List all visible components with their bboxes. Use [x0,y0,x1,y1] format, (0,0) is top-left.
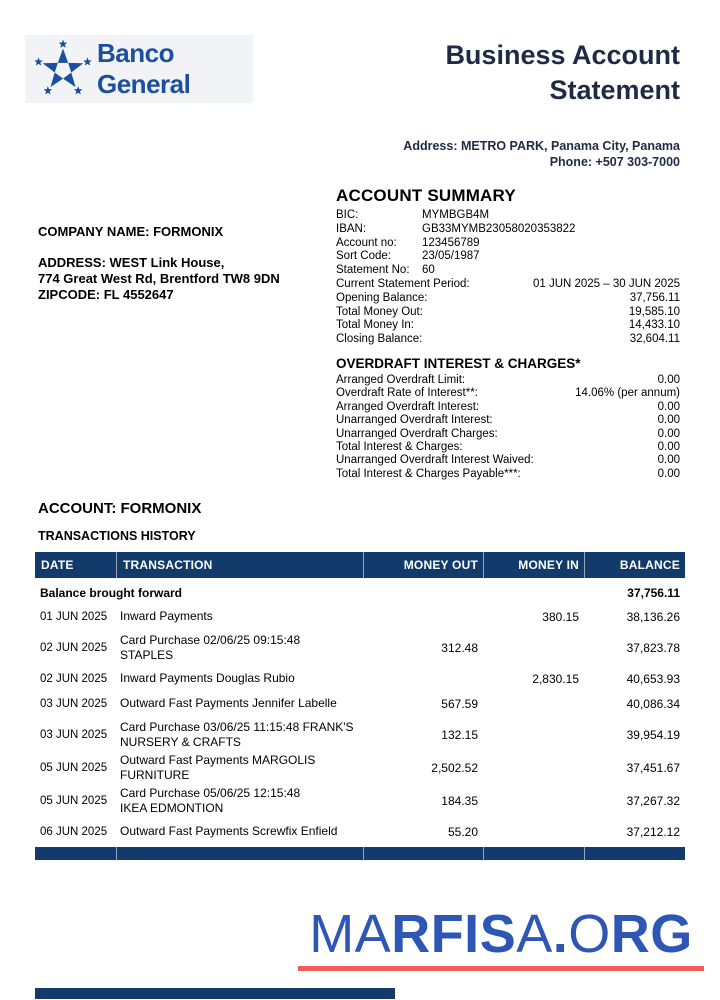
transaction-balance: 37,212.12 [626,824,680,839]
summary-field-value: MYMBGB4M [422,209,490,221]
overdraft-field-row [336,468,680,481]
overdraft-field-label: Total Interest & Charges: [336,440,463,453]
marfisa-logo-underline-icon [298,966,704,971]
summary-field-row [336,292,680,306]
transaction-date: 02 JUN 2025 [40,672,108,685]
footer-cell-money-out [363,847,483,860]
account-summary-fields [336,209,680,347]
transaction-row [35,819,685,844]
overdraft-field-row [336,387,680,400]
summary-field-value: 32,604.11 [629,333,680,346]
marfisa-logo-text [298,906,704,962]
column-header-date: DATE [41,558,74,572]
transaction-row [35,716,685,753]
transactions-table-header [35,552,685,578]
summary-field-row [336,264,680,278]
overdraft-field-value: 0.00 [657,440,680,453]
balance-brought-forward-row [35,582,685,604]
balance-brought-forward-value: 37,756.11 [627,586,680,600]
transaction-description: Card Purchase 03/06/25 11:15:48 FRANK'S NURSERY & CRAFTS [120,720,354,749]
transaction-row [35,629,685,666]
overdraft-field-value: 0.00 [657,454,680,467]
transaction-date: 03 JUN 2025 [40,728,108,741]
summary-field-value: 14,433.10 [628,319,680,332]
company-name: COMPANY NAME: FORMONIX [38,224,224,239]
transaction-date: 01 JUN 2025 [40,610,108,623]
column-header-transaction: TRANSACTION [116,552,363,578]
document-title: Business Account Statement [445,40,680,105]
transaction-date: 03 JUN 2025 [40,697,108,710]
overdraft-field-row [336,441,680,454]
overdraft-field-row [336,428,680,441]
transaction-row [35,666,685,691]
overdraft-field-label: Unarranged Overdraft Charges: [336,427,498,440]
transaction-date: 06 JUN 2025 [40,825,108,838]
summary-field-label: Closing Balance: [336,333,423,346]
summary-field-row [336,223,680,237]
bank-address: Address: METRO PARK, Panama City, Panama [403,139,680,153]
bank-logo [25,35,253,103]
transaction-money-out: 55.20 [447,824,478,839]
summary-field-value: 01 JUN 2025 – 30 JUN 2025 [532,277,680,290]
company-zipcode: ZIPCODE: FL 4552647 [38,287,174,302]
footer-cell-transaction [116,847,363,860]
transaction-balance: 40,653.93 [626,671,680,686]
overdraft-field-label: Unarranged Overdraft Interest: [336,414,493,427]
bank-name: Banco General [97,38,191,99]
overdraft-fields [336,374,680,481]
summary-field-row [336,237,680,251]
overdraft-field-row [336,454,680,467]
overdraft-field-value: 0.00 [657,374,680,386]
transaction-description: Outward Fast Payments MARGOLIS FURNITURE [120,753,316,782]
footer-cell-date [35,847,116,860]
account-summary-section [336,186,680,347]
summary-field-row [336,319,680,333]
transaction-row [35,753,685,782]
summary-field-label: Opening Balance: [336,291,428,304]
transaction-money-in: 2,830.15 [532,671,579,686]
overdraft-field-label: Unarranged Overdraft Interest Waived: [336,454,534,467]
overdraft-field-label: Arranged Overdraft Interest: [336,400,480,413]
summary-field-label: Sort Code: [336,250,391,263]
transaction-description: Inward Payments Douglas Rubio [120,671,295,686]
summary-field-row [336,278,680,292]
overdraft-title: OVERDRAFT INTEREST & CHARGES* [336,356,581,371]
transaction-row [35,604,685,629]
bottom-accent-bar [35,988,395,999]
summary-field-label: Current Statement Period: [336,277,470,290]
summary-field-value: 60 [422,264,435,277]
transaction-money-out: 184.35 [441,793,478,808]
transactions-history-heading: TRANSACTIONS HISTORY [38,529,196,543]
transaction-date: 05 JUN 2025 [40,761,108,774]
transaction-balance: 38,136.26 [626,609,680,624]
marfisa-logo-segment: . [552,904,569,964]
transaction-money-out: 567.59 [441,696,478,711]
transaction-balance: 37,823.78 [626,640,680,655]
bank-phone: Phone: +507 303-7000 [549,155,680,169]
transaction-row [35,691,685,716]
transaction-description: Inward Payments [120,609,213,624]
overdraft-field-value: 0.00 [657,427,680,440]
summary-field-row [336,333,680,347]
account-heading: ACCOUNT: FORMONIX [38,500,202,517]
bank-contact-block [380,138,680,170]
transactions-table-footer-bar [35,847,685,860]
marfisa-logo-segment: O [568,904,611,964]
transaction-date: 05 JUN 2025 [40,794,108,807]
overdraft-field-row [336,414,680,427]
transaction-money-out: 2,502.52 [431,760,478,775]
overdraft-field-row [336,401,680,414]
overdraft-field-label: Overdraft Rate of Interest**: [336,387,478,400]
footer-cell-balance [584,847,685,860]
summary-field-label: IBAN: [336,222,367,235]
transaction-description: Outward Fast Payments Screwfix Enfield [120,824,338,839]
overdraft-section [336,356,680,481]
marfisa-logo-segment: MA [309,904,392,964]
summary-field-label: Statement No: [336,264,410,277]
column-header-money-out: MONEY OUT [363,552,483,578]
summary-field-label: Total Money In: [336,319,414,332]
overdraft-field-row [336,374,680,387]
transaction-money-in: 380.15 [542,609,579,624]
marfisa-logo-segment: RG [610,904,693,964]
transaction-money-out: 132.15 [441,727,478,742]
transaction-date: 02 JUN 2025 [40,641,108,654]
transactions-rows [35,604,685,844]
overdraft-field-value: 14.06% (per annum) [575,387,680,400]
company-address-line1: ADDRESS: WEST Link House, [38,255,225,270]
marfisa-logo-segment: A [516,904,553,964]
account-summary-title: ACCOUNT SUMMARY [336,186,516,205]
marfisa-logo [298,906,704,971]
company-address-line2: 774 Great West Rd, Brentford TW8 9DN [38,271,280,286]
summary-field-value: 37,756.11 [629,291,680,304]
summary-field-row [336,209,680,223]
summary-field-value: 23/05/1987 [422,250,480,263]
overdraft-field-value: 0.00 [657,414,680,427]
summary-field-label: Account no: [336,236,397,249]
transaction-money-out: 312.48 [441,640,478,655]
summary-field-row [336,306,680,320]
column-header-balance: BALANCE [584,552,685,578]
summary-field-label: Total Money Out: [336,305,423,318]
overdraft-field-label: Total Interest & Charges Payable***: [336,467,521,480]
transactions-table [35,552,685,860]
summary-field-value: GB33MYMB23058020353822 [422,222,576,235]
marfisa-logo-segment: RFIS [391,904,517,964]
overdraft-field-label: Arranged Overdraft Limit: [336,374,466,386]
transaction-balance: 40,086.34 [626,696,680,711]
overdraft-field-value: 0.00 [657,467,680,480]
transaction-balance: 37,267.32 [626,793,680,808]
bank-star-icon [31,37,95,101]
transaction-description: Card Purchase 02/06/25 09:15:48 STAPLES [120,633,301,662]
transaction-description: Outward Fast Payments Jennifer Labelle [120,696,337,711]
transaction-balance: 39,954.19 [626,727,680,742]
summary-field-label: BIC: [336,209,359,221]
footer-cell-money-in [483,847,584,860]
summary-field-value: 19,585.10 [628,305,680,318]
summary-field-row [336,250,680,264]
transaction-balance: 37,451.67 [626,760,680,775]
company-block [38,224,328,303]
column-header-money-in: MONEY IN [483,552,584,578]
summary-field-value: 123456789 [422,236,480,249]
transaction-row [35,782,685,819]
overdraft-field-value: 0.00 [657,400,680,413]
balance-brought-forward-label: Balance brought forward [40,586,183,600]
transaction-description: Card Purchase 05/06/25 12:15:48 IKEA EDMONTION [120,786,301,815]
